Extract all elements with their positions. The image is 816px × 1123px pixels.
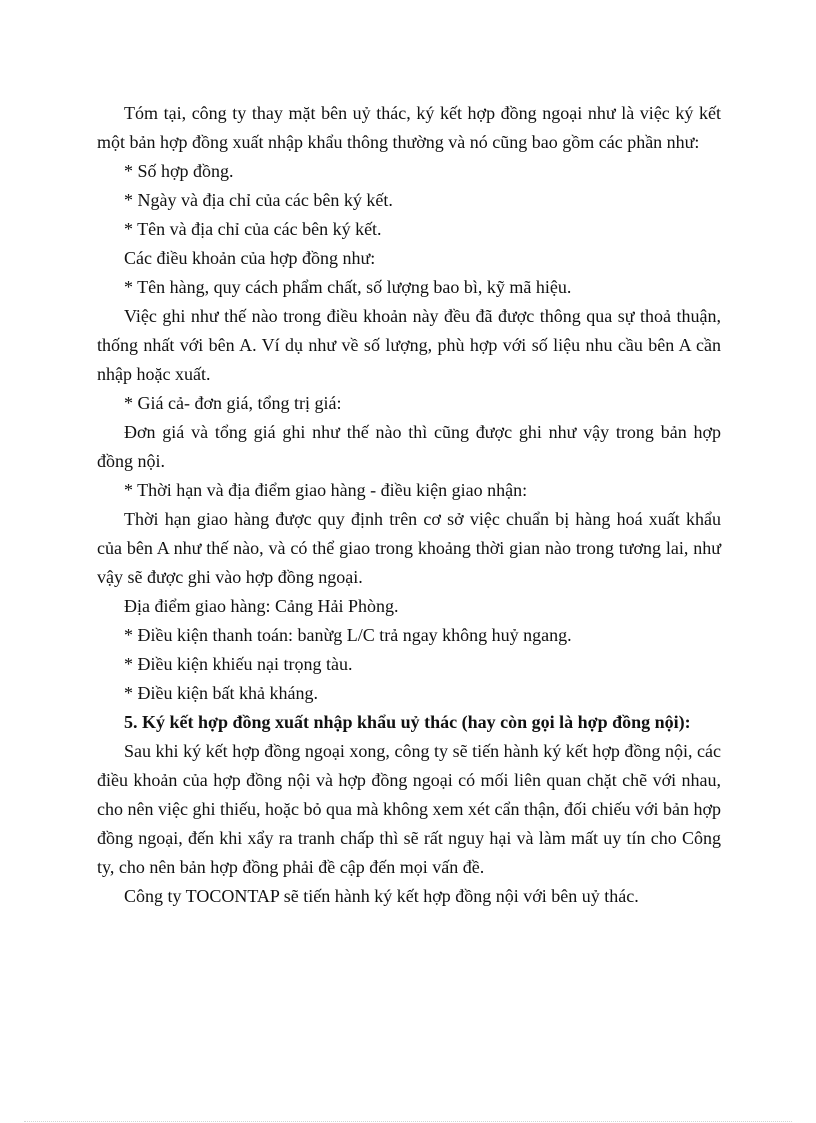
body-paragraph: Việc ghi như thế nào trong điều khoản này đều đã được thông qua sự thoả thuận, thống nhất với bên A. Ví dụ như về số lượng, phù hợp với số liệu nhu cầu bên A cần nhập hoặc xuất. bbox=[97, 306, 721, 384]
body-paragraph: * Ngày và địa chỉ của các bên ký kết. bbox=[124, 190, 393, 210]
body-paragraph: Sau khi ký kết hợp đồng ngoại xong, công ty sẽ tiến hành ký kết hợp đồng nội, các điều khoản của hợp đồng nội và hợp đồng ngoại có mối liên quan chặt chẽ với nhau, cho nên việc ghi thiếu, hoặc bỏ qua mà không xem xét cẩn thận, đối chiếu với bản hợp đồng ngoại, đến khi xẩy ra tranh chấp thì sẽ rất nguy hại và làm mất uy tín cho Công ty, cho nên bản hợp đồng phải đề cập đến mọi vấn đề. bbox=[97, 741, 721, 877]
body-paragraph: * Số hợp đồng. bbox=[124, 161, 234, 181]
body-paragraph: * Thời hạn và địa điểm giao hàng - điều kiện giao nhận: bbox=[124, 480, 528, 500]
body-paragraph: Công ty TOCONTAP sẽ tiến hành ký kết hợp đồng nội với bên uỷ thác. bbox=[124, 886, 639, 906]
body-paragraph: * Tên hàng, quy cách phẩm chất, số lượng bao bì, kỹ mã hiệu. bbox=[124, 277, 572, 297]
body-paragraph: Đơn giá và tổng giá ghi như thế nào thì cũng được ghi như vậy trong bản hợp đồng nội. bbox=[97, 422, 721, 471]
body-paragraph: * Điều kiện bất khả kháng. bbox=[124, 683, 318, 703]
body-paragraph: Thời hạn giao hàng được quy định trên cơ sở việc chuẩn bị hàng hoá xuất khẩu của bên A như thế nào, và có thể giao trong khoảng thời gian nào trong tương lai, như vậy sẽ được ghi vào hợp đồng ngoại. bbox=[97, 509, 721, 587]
body-paragraph: Tóm tại, công ty thay mặt bên uỷ thác, ký kết hợp đồng ngoại như là việc ký kết một bản hợp đồng xuất nhập khẩu thông thường và nó cũng bao gồm các phần như: bbox=[97, 103, 721, 152]
document-body bbox=[97, 99, 721, 911]
body-paragraph: * Điều kiện khiếu nại trọng tàu. bbox=[124, 654, 353, 674]
page-bottom-divider bbox=[24, 1121, 792, 1122]
body-paragraph: * Giá cả- đơn giá, tổng trị giá: bbox=[124, 393, 342, 413]
body-paragraph: * Điều kiện thanh toán: banừg L/C trả ngay không huỷ ngang. bbox=[124, 625, 572, 645]
body-paragraph: * Tên và địa chỉ của các bên ký kết. bbox=[124, 219, 382, 239]
body-paragraph: Các điều khoản của hợp đồng như: bbox=[124, 248, 376, 268]
body-paragraph: Địa điểm giao hàng: Cảng Hải Phòng. bbox=[124, 596, 399, 616]
section-heading: 5. Ký kết hợp đồng xuất nhập khẩu uỷ thác (hay còn gọi là hợp đồng nội): bbox=[124, 712, 691, 732]
